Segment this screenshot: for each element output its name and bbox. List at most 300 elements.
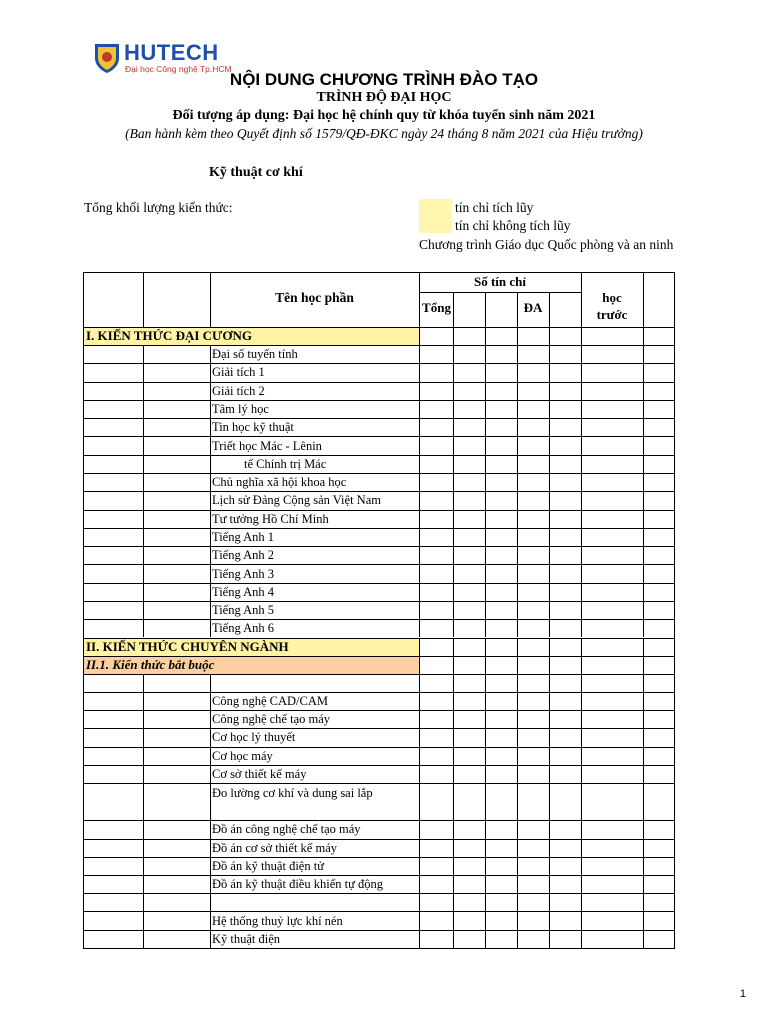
table-column-rule [419,875,420,893]
table-column-rule [210,363,211,381]
header-total: Tổng [422,300,451,315]
table-column-rule [549,455,550,473]
row-rule [84,345,674,346]
table-column-rule [453,857,454,875]
table-column-rule [643,875,644,893]
table-column-rule [517,710,518,728]
table-column-rule [549,674,550,692]
table-column-rule [453,783,454,820]
header-prereq-2: trước [596,307,628,322]
table-column-rule [485,728,486,746]
table-column-rule [419,710,420,728]
table-column-rule [581,601,582,619]
row-rule [84,747,674,748]
table-column-rule [143,710,144,728]
table-column-rule [419,692,420,710]
table-column-rule [453,674,454,692]
table-column-rule [517,436,518,454]
row-rule [84,728,674,729]
row-rule [84,583,674,584]
table-column-rule [581,692,582,710]
table-column-rule [453,345,454,363]
table-column-rule [549,638,550,656]
table-column-rule [643,638,644,656]
table-column-rule [453,528,454,546]
table-column-rule [517,893,518,911]
table-column-rule [210,473,211,491]
table-column-rule [143,455,144,473]
course-name: Lịch sử Đảng Cộng sản Việt Nam [212,493,381,508]
course-name: Công nghệ CAD/CAM [212,693,328,708]
page-number: 1 [739,988,746,1000]
table-column-rule [549,820,550,838]
table-column-rule [210,783,211,820]
row-rule [84,911,674,912]
table-column-rule [453,491,454,509]
table-column-rule [643,583,644,601]
table-column-rule [643,692,644,710]
table-column-rule [549,601,550,619]
table-column-rule [549,327,550,345]
table-column-rule [143,400,144,418]
table-column-rule [453,455,454,473]
table-column-rule [210,455,211,473]
row-rule [84,546,674,547]
table-column-rule [643,564,644,582]
table-column-rule [210,911,211,929]
table-column-rule [485,656,486,674]
row-rule [84,783,674,784]
table-column-rule [517,382,518,400]
table-column-rule [517,619,518,637]
course-name: Tâm lý học [212,402,269,417]
table-column-rule [419,674,420,692]
summary-defense-program: Chương trình Giáo dục Quốc phòng và an ninh [419,237,674,252]
table-column-rule [581,363,582,381]
table-column-rule [210,857,211,875]
table-column-rule [643,893,644,911]
table-column-rule [643,345,644,363]
table-column-rule [143,382,144,400]
row-rule [84,948,674,949]
table-column-rule [643,546,644,564]
table-column-rule [485,692,486,710]
table-column-rule [485,839,486,857]
table-column-rule [581,546,582,564]
table-column-rule [210,418,211,436]
course-name: Tư tưởng Hồ Chí Minh [212,511,329,526]
table-column-rule [581,765,582,783]
table-column-rule [210,747,211,765]
course-name: Tiếng Anh 5 [212,603,275,618]
table-column-rule [549,436,550,454]
row-rule [84,418,674,419]
summary-accumulated: tín chỉ tích lũy [455,200,534,215]
table-column-rule [453,583,454,601]
table-column-rule [485,710,486,728]
course-name: Cơ học máy [212,748,273,763]
table-column-rule [419,911,420,929]
table-column-rule [419,418,420,436]
row-rule [84,674,674,675]
table-column-rule [517,820,518,838]
table-column-rule [210,436,211,454]
table-column-rule [517,857,518,875]
table-column-rule [517,839,518,857]
table-column-rule [485,747,486,765]
table-column-rule [581,893,582,911]
table-column-rule [453,510,454,528]
table-column-rule [517,728,518,746]
table-column-rule [419,436,420,454]
table-column-rule [419,656,420,674]
section-title: I. KIẾN THỨC ĐẠI CƯƠNG [86,328,253,344]
table-column-rule [517,510,518,528]
table-column-rule [485,418,486,436]
table-column-rule [485,875,486,893]
table-column-rule [143,765,144,783]
table-column-rule [549,839,550,857]
table-column-rule [549,783,550,820]
table-column-rule [143,345,144,363]
table-column-rule [485,363,486,381]
table-column-rule [419,820,420,838]
row-rule [84,765,674,766]
table-column-rule [210,400,211,418]
table-column-rule [549,382,550,400]
table-column-rule [419,382,420,400]
table-column-rule [210,765,211,783]
table-column-rule [419,857,420,875]
table-column-rule [143,783,144,820]
course-name: Đồ án kỹ thuật điều khiển tự động [212,877,383,892]
table-column-rule [143,363,144,381]
table-column-rule [485,546,486,564]
major-name: Kỹ thuật cơ khí [209,165,303,180]
table-column-rule [643,400,644,418]
table-column-rule [419,930,420,948]
table-column-rule [210,273,211,327]
table-column-rule [485,911,486,929]
table-column-rule [485,436,486,454]
table-column-rule [210,601,211,619]
curriculum-table [83,272,675,949]
table-column-rule [581,273,582,327]
table-column-rule [485,619,486,637]
table-column-rule [143,930,144,948]
table-column-rule [643,728,644,746]
table-column-rule [485,583,486,601]
table-column-rule [485,638,486,656]
table-column-rule [581,491,582,509]
table-column-rule [581,382,582,400]
table-column-rule [210,710,211,728]
table-column-rule [453,728,454,746]
table-column-rule [517,292,518,327]
table-column-rule [549,546,550,564]
table-column-rule [485,820,486,838]
table-column-rule [549,875,550,893]
table-column-rule [143,692,144,710]
row-rule [84,473,674,474]
table-column-rule [517,546,518,564]
table-column-rule [549,911,550,929]
table-column-rule [581,564,582,582]
course-name: Giải tích 2 [212,383,265,398]
target-heading: Đối tượng áp dụng: Đại học hệ chính quy từ khóa tuyển sinh năm 2021 [172,108,596,123]
table-column-rule [210,839,211,857]
table-column-rule [517,656,518,674]
table-column-rule [210,528,211,546]
table-column-rule [143,619,144,637]
header-project: ĐA [523,300,543,315]
table-column-rule [581,839,582,857]
level-heading: TRÌNH ĐỘ ĐẠI HỌC [316,90,452,105]
row-rule [84,820,674,821]
table-column-rule [419,601,420,619]
table-column-rule [419,893,420,911]
table-column-rule [581,875,582,893]
table-column-rule [143,747,144,765]
row-rule [84,601,674,602]
course-name: Đồ án công nghệ chế tạo máy [212,822,361,837]
table-column-rule [643,820,644,838]
row-rule [84,692,674,693]
table-column-rule [581,728,582,746]
row-rule [84,528,674,529]
table-column-rule [517,473,518,491]
table-column-rule [549,400,550,418]
table-column-rule [419,473,420,491]
table-column-rule [419,765,420,783]
table-column-rule [581,528,582,546]
table-column-rule [643,710,644,728]
table-column-rule [419,546,420,564]
table-column-rule [581,638,582,656]
row-rule [84,436,674,437]
table-column-rule [419,638,420,656]
row-rule [84,857,674,858]
table-column-rule [517,875,518,893]
table-column-rule [419,273,420,327]
table-column-rule [549,930,550,948]
table-column-rule [517,418,518,436]
table-column-rule [643,930,644,948]
table-column-rule [453,911,454,929]
table-column-rule [210,930,211,948]
table-column-rule [143,839,144,857]
table-column-rule [210,820,211,838]
course-name: Cơ học lý thuyết [212,730,296,745]
table-column-rule [517,674,518,692]
table-column-rule [143,273,144,327]
table-column-rule [643,473,644,491]
table-column-rule [485,674,486,692]
table-column-rule [485,930,486,948]
page-title: NỘI DUNG CHƯƠNG TRÌNH ĐÀO TẠO [229,70,539,89]
course-name: Đại số tuyến tính [212,347,298,362]
table-column-rule [453,436,454,454]
table-column-rule [143,911,144,929]
course-name: Tiếng Anh 2 [212,548,275,563]
table-column-rule [453,327,454,345]
table-column-rule [485,601,486,619]
table-column-rule [453,400,454,418]
table-column-rule [210,546,211,564]
table-column-rule [210,345,211,363]
table-column-rule [517,528,518,546]
table-column-rule [517,583,518,601]
table-column-rule [643,510,644,528]
table-column-rule [485,783,486,820]
table-column-rule [210,564,211,582]
table-column-rule [517,363,518,381]
table-column-rule [549,491,550,509]
course-name: Kỹ thuật điện [212,931,281,946]
table-column-rule [453,564,454,582]
row-rule [84,710,674,711]
row-rule [84,455,674,456]
table-column-rule [210,728,211,746]
table-column-rule [517,564,518,582]
header-credits: Số tín chỉ [473,274,526,289]
table-column-rule [210,382,211,400]
table-column-rule [549,710,550,728]
table-column-rule [549,857,550,875]
table-column-rule [419,345,420,363]
table-column-rule [643,273,644,327]
table-column-rule [485,473,486,491]
table-column-rule [419,528,420,546]
row-rule [84,400,674,401]
table-column-rule [643,747,644,765]
course-name: Giải tích 1 [212,365,265,380]
table-column-rule [581,436,582,454]
table-column-rule [143,418,144,436]
course-name: Tiếng Anh 6 [212,621,275,636]
course-name: Tiếng Anh 1 [212,529,275,544]
table-column-rule [143,601,144,619]
table-column-rule [453,839,454,857]
table-column-rule [419,400,420,418]
table-column-rule [453,710,454,728]
table-column-rule [419,747,420,765]
table-column-rule [453,765,454,783]
course-name: Tiếng Anh 4 [212,584,275,599]
table-column-rule [453,656,454,674]
table-column-rule [581,473,582,491]
table-column-rule [453,601,454,619]
table-column-rule [485,455,486,473]
table-column-rule [581,930,582,948]
table-column-rule [485,382,486,400]
row-rule [84,564,674,565]
table-column-rule [419,491,420,509]
header-subrule [419,292,581,293]
table-column-rule [643,436,644,454]
credit-fill-box [419,199,452,233]
row-rule [84,363,674,364]
table-column-rule [453,418,454,436]
table-column-rule [419,564,420,582]
table-column-rule [517,930,518,948]
table-column-rule [453,820,454,838]
table-column-rule [210,510,211,528]
table-column-rule [453,930,454,948]
course-name: Cơ sở thiết kế máy [212,766,307,781]
subsection-title: II.1. Kiến thức bắt buộc [86,656,215,672]
table-column-rule [643,601,644,619]
table-column-rule [549,564,550,582]
table-column-rule [581,674,582,692]
table-column-rule [581,400,582,418]
table-column-rule [643,911,644,929]
course-name: Hệ thống thuỷ lực khí nén [212,913,343,928]
table-column-rule [485,528,486,546]
table-column-rule [453,747,454,765]
table-column-rule [419,583,420,601]
table-column-rule [581,820,582,838]
table-column-rule [453,292,454,327]
table-column-rule [549,656,550,674]
table-column-rule [419,363,420,381]
summary-non-accumulated: tín chỉ không tích lũy [455,218,571,233]
course-name: Triết học Mác - Lênin [212,438,322,453]
table-column-rule [419,455,420,473]
decree-note: (Ban hành kèm theo Quyết định số 1579/QĐ-ĐKC ngày 24 tháng 8 năm 2021 của Hiệu trưởng) [125,126,643,141]
table-column-rule [419,839,420,857]
table-column-rule [485,857,486,875]
course-name: Công nghệ chế tạo máy [212,712,331,727]
table-column-rule [581,656,582,674]
table-column-rule [549,893,550,911]
table-column-rule [210,619,211,637]
table-column-rule [643,528,644,546]
table-column-rule [485,400,486,418]
table-column-rule [549,583,550,601]
table-column-rule [453,546,454,564]
table-column-rule [210,692,211,710]
table-column-rule [581,783,582,820]
table-column-rule [143,857,144,875]
table-column-rule [453,363,454,381]
table-column-rule [143,546,144,564]
table-column-rule [143,583,144,601]
row-rule [84,893,674,894]
table-column-rule [581,345,582,363]
table-column-rule [210,491,211,509]
table-column-rule [643,418,644,436]
course-name: Đồ án kỹ thuật điện tử [212,858,324,873]
table-column-rule [643,327,644,345]
table-column-rule [143,728,144,746]
table-column-rule [453,893,454,911]
row-rule [84,382,674,383]
table-column-rule [643,656,644,674]
table-column-rule [453,875,454,893]
table-column-rule [517,747,518,765]
table-column-rule [419,327,420,345]
table-column-rule [453,692,454,710]
table-column-rule [549,363,550,381]
table-column-rule [517,345,518,363]
table-column-rule [517,327,518,345]
course-name: Tin học kỹ thuật [212,420,294,435]
table-column-rule [643,674,644,692]
table-column-rule [419,619,420,637]
table-column-rule [143,528,144,546]
table-column-rule [517,911,518,929]
